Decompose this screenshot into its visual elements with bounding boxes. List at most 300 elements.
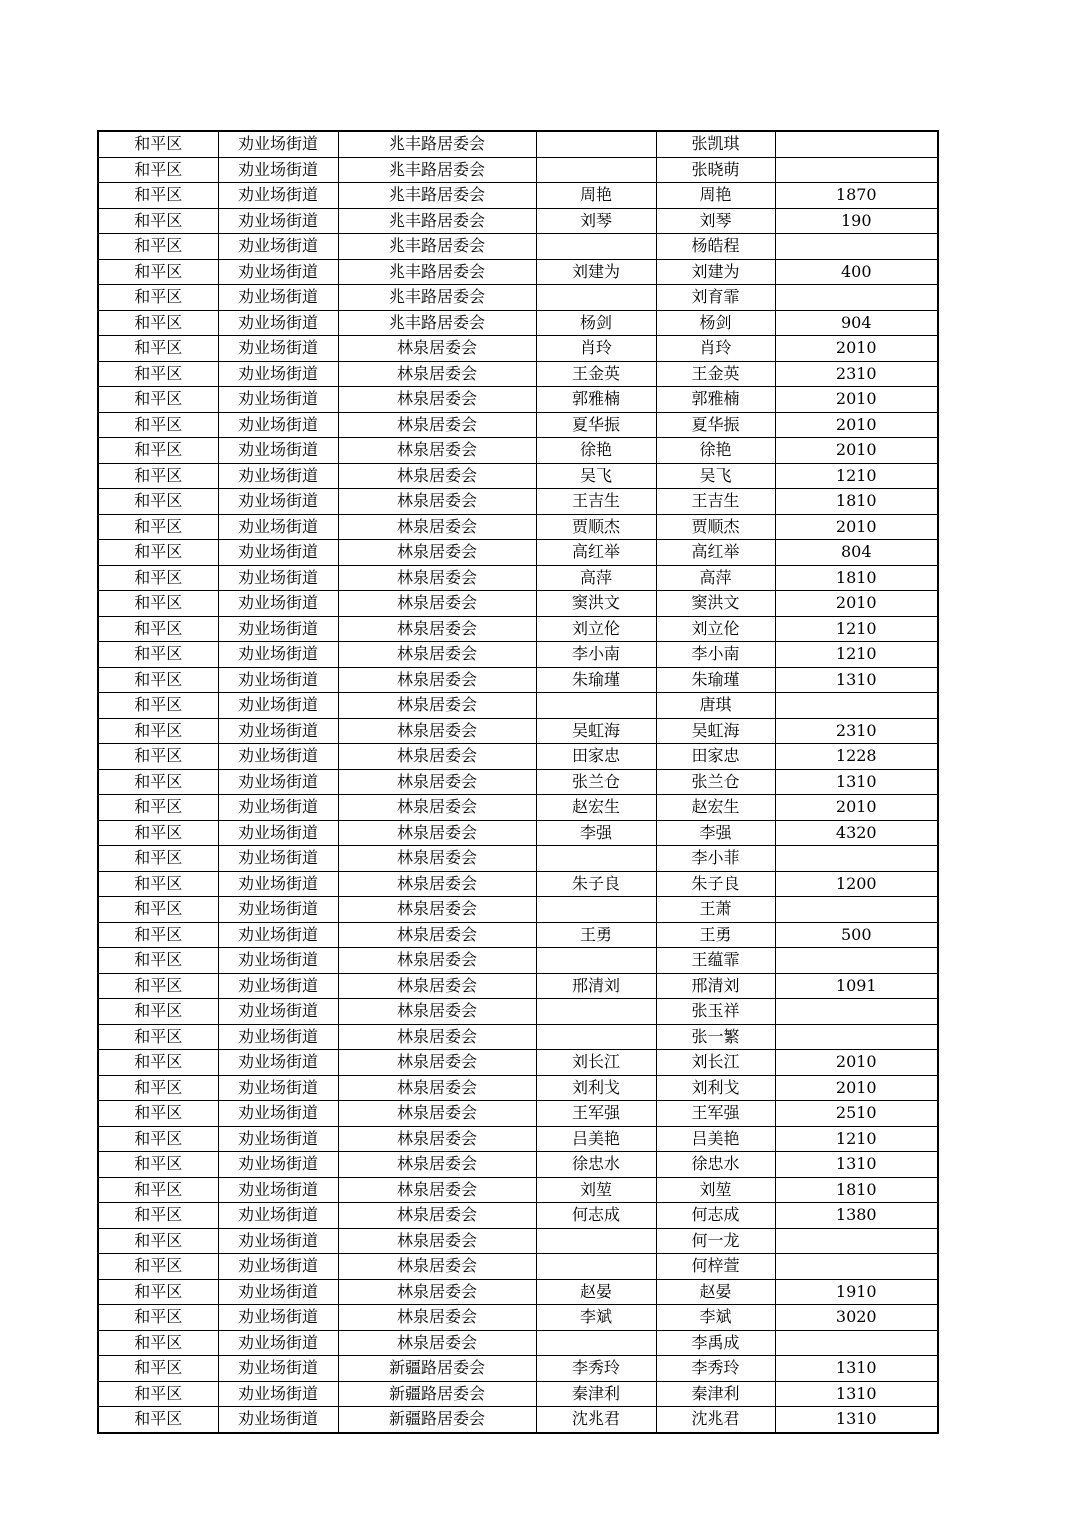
member-cell: 高萍 [656,565,775,591]
member-cell: 张凯琪 [656,131,775,157]
street-cell: 劝业场街道 [218,1126,338,1152]
street-cell: 劝业场街道 [218,769,338,795]
street-cell: 劝业场街道 [218,1177,338,1203]
amount-cell [775,1228,938,1254]
amount-cell: 1310 [775,1356,938,1382]
member-cell: 郭雅楠 [656,387,775,413]
table-row [98,1407,938,1433]
committee-cell: 林泉居委会 [338,693,536,719]
member-cell: 王金英 [656,361,775,387]
district-cell: 和平区 [98,795,218,821]
district-cell: 和平区 [98,208,218,234]
member-cell: 赵宏生 [656,795,775,821]
member-cell: 贾顺杰 [656,514,775,540]
committee-cell: 林泉居委会 [338,412,536,438]
street-cell: 劝业场街道 [218,693,338,719]
amount-cell: 1210 [775,616,938,642]
district-cell: 和平区 [98,489,218,515]
table-row [98,795,938,821]
amount-cell: 1210 [775,1126,938,1152]
street-cell: 劝业场街道 [218,897,338,923]
member-cell: 肖玲 [656,336,775,362]
member-cell: 张玉祥 [656,999,775,1025]
committee-cell: 林泉居委会 [338,1101,536,1127]
district-cell: 和平区 [98,336,218,362]
committee-cell: 林泉居委会 [338,489,536,515]
street-cell: 劝业场街道 [218,1254,338,1280]
street-cell: 劝业场街道 [218,1075,338,1101]
member-cell: 夏华振 [656,412,775,438]
table-row [98,285,938,311]
street-cell: 劝业场街道 [218,412,338,438]
district-cell: 和平区 [98,438,218,464]
district-cell: 和平区 [98,285,218,311]
committee-cell: 林泉居委会 [338,387,536,413]
amount-cell: 2010 [775,1075,938,1101]
district-cell: 和平区 [98,1152,218,1178]
member-cell: 邢清刘 [656,973,775,999]
amount-cell: 400 [775,259,938,285]
committee-cell: 林泉居委会 [338,565,536,591]
committee-cell: 林泉居委会 [338,336,536,362]
committee-cell: 兆丰路居委会 [338,285,536,311]
street-cell: 劝业场街道 [218,336,338,362]
district-cell: 和平区 [98,616,218,642]
street-cell: 劝业场街道 [218,616,338,642]
applicant-cell [536,948,656,974]
district-cell: 和平区 [98,1101,218,1127]
street-cell: 劝业场街道 [218,1330,338,1356]
committee-cell: 林泉居委会 [338,1152,536,1178]
member-cell: 刘利戈 [656,1075,775,1101]
table-row [98,1279,938,1305]
amount-cell: 2010 [775,591,938,617]
committee-cell: 林泉居委会 [338,1203,536,1229]
district-cell: 和平区 [98,871,218,897]
district-cell: 和平区 [98,540,218,566]
applicant-cell: 刘利戈 [536,1075,656,1101]
amount-cell: 1310 [775,1407,938,1433]
table-row [98,208,938,234]
member-cell: 徐艳 [656,438,775,464]
amount-cell: 2010 [775,438,938,464]
member-cell: 吕美艳 [656,1126,775,1152]
street-cell: 劝业场街道 [218,387,338,413]
amount-cell: 2510 [775,1101,938,1127]
member-cell: 王蕴霏 [656,948,775,974]
committee-cell: 林泉居委会 [338,795,536,821]
committee-cell: 林泉居委会 [338,948,536,974]
member-cell: 何志成 [656,1203,775,1229]
amount-cell: 1091 [775,973,938,999]
applicant-cell [536,693,656,719]
committee-cell: 林泉居委会 [338,1126,536,1152]
table-row [98,1126,938,1152]
table-row [98,744,938,770]
street-cell: 劝业场街道 [218,1305,338,1331]
street-cell: 劝业场街道 [218,1050,338,1076]
amount-cell: 1380 [775,1203,938,1229]
member-cell: 张晓萌 [656,157,775,183]
applicant-cell: 李秀玲 [536,1356,656,1382]
table-row [98,565,938,591]
street-cell: 劝业场街道 [218,361,338,387]
committee-cell: 兆丰路居委会 [338,183,536,209]
district-cell: 和平区 [98,387,218,413]
district-cell: 和平区 [98,1228,218,1254]
applicant-cell: 张兰仓 [536,769,656,795]
street-cell: 劝业场街道 [218,208,338,234]
member-cell: 周艳 [656,183,775,209]
table-row [98,489,938,515]
table-row [98,183,938,209]
table-row [98,1254,938,1280]
member-cell: 张一繁 [656,1024,775,1050]
committee-cell: 林泉居委会 [338,973,536,999]
committee-cell: 兆丰路居委会 [338,131,536,157]
member-cell: 李强 [656,820,775,846]
committee-cell: 林泉居委会 [338,540,536,566]
applicant-cell: 吴虹海 [536,718,656,744]
applicant-cell: 夏华振 [536,412,656,438]
applicant-cell: 杨剑 [536,310,656,336]
applicant-cell: 王军强 [536,1101,656,1127]
amount-cell: 2310 [775,361,938,387]
member-cell: 赵晏 [656,1279,775,1305]
street-cell: 劝业场街道 [218,1101,338,1127]
applicant-cell [536,131,656,157]
street-cell: 劝业场街道 [218,183,338,209]
street-cell: 劝业场街道 [218,591,338,617]
street-cell: 劝业场街道 [218,565,338,591]
district-cell: 和平区 [98,1356,218,1382]
street-cell: 劝业场街道 [218,157,338,183]
member-cell: 刘长江 [656,1050,775,1076]
committee-cell: 兆丰路居委会 [338,234,536,260]
table-row [98,616,938,642]
committee-cell: 林泉居委会 [338,361,536,387]
member-cell: 李小南 [656,642,775,668]
committee-cell: 林泉居委会 [338,922,536,948]
amount-cell: 1310 [775,667,938,693]
street-cell: 劝业场街道 [218,1356,338,1382]
district-cell: 和平区 [98,1381,218,1407]
applicant-cell: 王吉生 [536,489,656,515]
member-cell: 朱瑜瑾 [656,667,775,693]
table-row [98,1177,938,1203]
committee-cell: 兆丰路居委会 [338,208,536,234]
district-cell: 和平区 [98,667,218,693]
applicant-cell: 李强 [536,820,656,846]
member-cell: 王勇 [656,922,775,948]
amount-cell [775,1254,938,1280]
street-cell: 劝业场街道 [218,1152,338,1178]
member-cell: 沈兆君 [656,1407,775,1433]
committee-cell: 林泉居委会 [338,871,536,897]
amount-cell: 2010 [775,387,938,413]
street-cell: 劝业场街道 [218,718,338,744]
district-cell: 和平区 [98,1203,218,1229]
street-cell: 劝业场街道 [218,871,338,897]
table-row [98,514,938,540]
committee-cell: 林泉居委会 [338,591,536,617]
committee-cell: 林泉居委会 [338,999,536,1025]
member-cell: 窦洪文 [656,591,775,617]
committee-cell: 林泉居委会 [338,1050,536,1076]
table-row [98,642,938,668]
member-cell: 杨皓程 [656,234,775,260]
amount-cell: 2010 [775,1050,938,1076]
amount-cell: 1210 [775,463,938,489]
member-cell: 王萧 [656,897,775,923]
member-cell: 刘琴 [656,208,775,234]
data-table [97,130,939,1434]
table-row [98,540,938,566]
table-row [98,387,938,413]
table-row [98,769,938,795]
member-cell: 张兰仓 [656,769,775,795]
committee-cell: 林泉居委会 [338,1177,536,1203]
table-row [98,871,938,897]
applicant-cell [536,846,656,872]
table-row [98,1024,938,1050]
table-row [98,259,938,285]
table-row [98,310,938,336]
amount-cell: 1310 [775,769,938,795]
amount-cell [775,285,938,311]
district-cell: 和平区 [98,259,218,285]
amount-cell: 1200 [775,871,938,897]
applicant-cell: 朱瑜瑾 [536,667,656,693]
committee-cell: 林泉居委会 [338,846,536,872]
district-cell: 和平区 [98,565,218,591]
district-cell: 和平区 [98,1177,218,1203]
street-cell: 劝业场街道 [218,1203,338,1229]
street-cell: 劝业场街道 [218,948,338,974]
applicant-cell: 王勇 [536,922,656,948]
applicant-cell [536,157,656,183]
amount-cell: 1310 [775,1152,938,1178]
table-row [98,1228,938,1254]
committee-cell: 兆丰路居委会 [338,310,536,336]
district-cell: 和平区 [98,514,218,540]
street-cell: 劝业场街道 [218,1381,338,1407]
street-cell: 劝业场街道 [218,1407,338,1433]
district-cell: 和平区 [98,131,218,157]
street-cell: 劝业场街道 [218,489,338,515]
street-cell: 劝业场街道 [218,922,338,948]
table-row [98,157,938,183]
applicant-cell: 王金英 [536,361,656,387]
member-cell: 何一龙 [656,1228,775,1254]
table-row [98,1381,938,1407]
applicant-cell: 徐忠水 [536,1152,656,1178]
table-row [98,1152,938,1178]
applicant-cell [536,999,656,1025]
member-cell: 徐忠水 [656,1152,775,1178]
applicant-cell: 田家忠 [536,744,656,770]
district-cell: 和平区 [98,999,218,1025]
table-row [98,922,938,948]
district-cell: 和平区 [98,948,218,974]
district-cell: 和平区 [98,1254,218,1280]
amount-cell: 1910 [775,1279,938,1305]
district-cell: 和平区 [98,922,218,948]
district-cell: 和平区 [98,1330,218,1356]
district-cell: 和平区 [98,234,218,260]
applicant-cell [536,1228,656,1254]
member-cell: 田家忠 [656,744,775,770]
street-cell: 劝业场街道 [218,131,338,157]
committee-cell: 新疆路居委会 [338,1407,536,1433]
amount-cell [775,1024,938,1050]
district-cell: 和平区 [98,820,218,846]
member-cell: 秦津利 [656,1381,775,1407]
applicant-cell: 刘长江 [536,1050,656,1076]
table-row [98,1075,938,1101]
table-row [98,948,938,974]
district-cell: 和平区 [98,693,218,719]
amount-cell: 904 [775,310,938,336]
amount-cell: 2010 [775,514,938,540]
table-row [98,693,938,719]
street-cell: 劝业场街道 [218,846,338,872]
committee-cell: 林泉居委会 [338,897,536,923]
table-row [98,336,938,362]
district-cell: 和平区 [98,183,218,209]
applicant-cell: 沈兆君 [536,1407,656,1433]
committee-cell: 林泉居委会 [338,718,536,744]
street-cell: 劝业场街道 [218,234,338,260]
committee-cell: 林泉居委会 [338,744,536,770]
applicant-cell [536,897,656,923]
street-cell: 劝业场街道 [218,438,338,464]
amount-cell: 2010 [775,795,938,821]
street-cell: 劝业场街道 [218,463,338,489]
committee-cell: 新疆路居委会 [338,1381,536,1407]
amount-cell: 2010 [775,412,938,438]
member-cell: 吴虹海 [656,718,775,744]
member-cell: 刘育霏 [656,285,775,311]
district-cell: 和平区 [98,1126,218,1152]
applicant-cell: 周艳 [536,183,656,209]
district-cell: 和平区 [98,1279,218,1305]
applicant-cell: 刘立伦 [536,616,656,642]
member-cell: 刘堃 [656,1177,775,1203]
committee-cell: 林泉居委会 [338,1228,536,1254]
committee-cell: 林泉居委会 [338,642,536,668]
member-cell: 唐琪 [656,693,775,719]
member-cell: 杨剑 [656,310,775,336]
district-cell: 和平区 [98,718,218,744]
applicant-cell [536,1254,656,1280]
street-cell: 劝业场街道 [218,667,338,693]
applicant-cell: 徐艳 [536,438,656,464]
amount-cell: 1810 [775,489,938,515]
table-row [98,1356,938,1382]
member-cell: 李秀玲 [656,1356,775,1382]
amount-cell [775,846,938,872]
amount-cell: 1810 [775,565,938,591]
applicant-cell: 刘堃 [536,1177,656,1203]
district-cell: 和平区 [98,897,218,923]
table-row [98,1305,938,1331]
member-cell: 李禹成 [656,1330,775,1356]
amount-cell [775,897,938,923]
committee-cell: 林泉居委会 [338,1024,536,1050]
member-cell: 吴飞 [656,463,775,489]
table-row [98,846,938,872]
applicant-cell: 赵宏生 [536,795,656,821]
applicant-cell [536,234,656,260]
committee-cell: 兆丰路居委会 [338,259,536,285]
applicant-cell: 郭雅楠 [536,387,656,413]
street-cell: 劝业场街道 [218,999,338,1025]
street-cell: 劝业场街道 [218,259,338,285]
amount-cell: 1210 [775,642,938,668]
street-cell: 劝业场街道 [218,820,338,846]
district-cell: 和平区 [98,1305,218,1331]
street-cell: 劝业场街道 [218,744,338,770]
amount-cell: 1228 [775,744,938,770]
table-row [98,999,938,1025]
applicant-cell: 贾顺杰 [536,514,656,540]
amount-cell: 2010 [775,336,938,362]
applicant-cell: 邢清刘 [536,973,656,999]
table-row [98,234,938,260]
committee-cell: 林泉居委会 [338,769,536,795]
applicant-cell: 赵晏 [536,1279,656,1305]
applicant-cell: 刘建为 [536,259,656,285]
table-row [98,463,938,489]
table-row [98,1050,938,1076]
street-cell: 劝业场街道 [218,795,338,821]
member-cell: 李斌 [656,1305,775,1331]
amount-cell [775,157,938,183]
district-cell: 和平区 [98,1407,218,1433]
applicant-cell: 李小南 [536,642,656,668]
street-cell: 劝业场街道 [218,310,338,336]
district-cell: 和平区 [98,1024,218,1050]
amount-cell: 1870 [775,183,938,209]
district-cell: 和平区 [98,846,218,872]
applicant-cell: 窦洪文 [536,591,656,617]
amount-cell: 500 [775,922,938,948]
applicant-cell [536,1330,656,1356]
amount-cell [775,999,938,1025]
amount-cell: 2310 [775,718,938,744]
table-row [98,591,938,617]
amount-cell: 1810 [775,1177,938,1203]
table-row [98,718,938,744]
applicant-cell: 朱子良 [536,871,656,897]
applicant-cell: 秦津利 [536,1381,656,1407]
district-cell: 和平区 [98,157,218,183]
committee-cell: 林泉居委会 [338,463,536,489]
table-row [98,412,938,438]
committee-cell: 林泉居委会 [338,1305,536,1331]
district-cell: 和平区 [98,642,218,668]
street-cell: 劝业场街道 [218,1024,338,1050]
district-cell: 和平区 [98,361,218,387]
committee-cell: 林泉居委会 [338,514,536,540]
member-cell: 王吉生 [656,489,775,515]
amount-cell: 4320 [775,820,938,846]
street-cell: 劝业场街道 [218,1228,338,1254]
street-cell: 劝业场街道 [218,540,338,566]
amount-cell [775,234,938,260]
applicant-cell: 刘琴 [536,208,656,234]
